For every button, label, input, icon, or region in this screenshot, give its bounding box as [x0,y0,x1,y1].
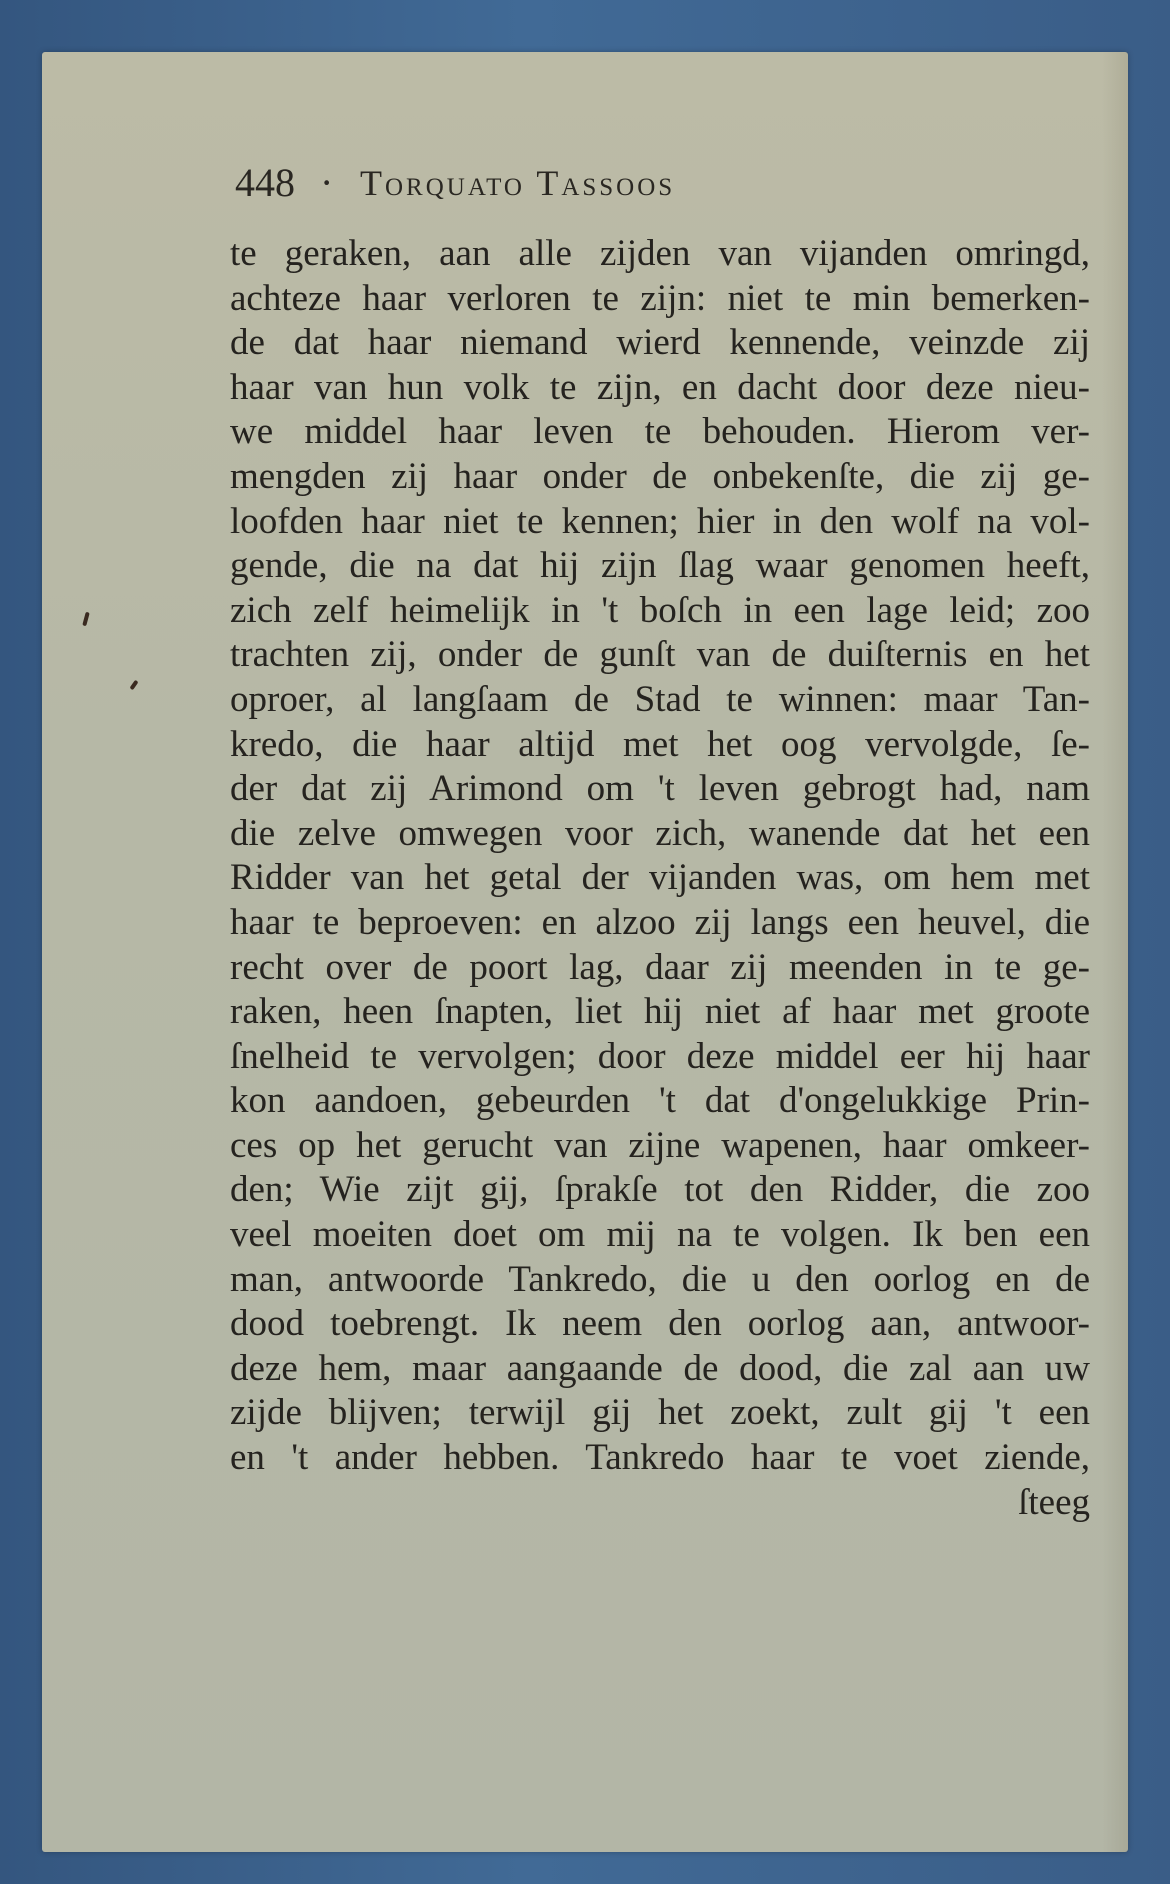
text-line: loofden haar niet te kennen; hier in den wolf na vol- [230,500,1090,542]
text-line: gende, die na dat hij zijn ſlag waar genomen heeft, [230,545,1090,587]
text-line: oproer, al langſaam de Stad te winnen: maar Tan- [230,678,1090,720]
text-line: zijde blijven; terwijl gij het zoekt, zult gij 't een [230,1392,1090,1434]
text-line: we middel haar leven te behouden. Hierom ver- [230,411,1090,453]
text-line: man, antwoorde Tankredo, die u den oorlog en de [230,1258,1090,1300]
text-line: mengden zij haar onder de onbekenſte, die zij ge- [230,455,1090,497]
text-line: en 't ander hebben. Tankredo haar te voet ziende, [230,1437,1090,1479]
book-title: Torquato Tassoos [360,163,676,203]
body-text [230,232,1090,1525]
text-line: der dat zij Arimond om 't leven gebrogt had, nam [230,768,1090,810]
text-line: kon aandoen, gebeurden 't dat d'ongelukkige Prin- [230,1080,1090,1122]
catchword: ſteeg [1018,1481,1090,1523]
text-line: haar te beproeven: en alzoo zij langs een heuvel, die [230,901,1090,943]
text-line: Ridder van het getal der vijanden was, om hem met [230,857,1090,899]
text-line: de dat haar niemand wierd kennende, veinzde zij [230,322,1090,364]
running-head-dot: · [320,160,334,205]
text-line: achteze haar verloren te zijn: niet te min bemerken- [230,277,1090,319]
text-line: trachten zij, onder de gunſt van de duiſternis en het [230,634,1090,676]
text-line: deze hem, maar aangaande de dood, die zal aan uw [230,1347,1090,1389]
text-line: ſnelheid te vervolgen; door deze middel eer hij haar [230,1035,1090,1077]
text-line: dood toebrengt. Ik neem den oorlog aan, antwoor- [230,1303,1090,1345]
text-line: raken, heen ſnapten, liet hij niet af haar met groote [230,991,1090,1033]
text-line: recht over de poort lag, daar zij meenden in te ge- [230,946,1090,988]
text-line: veel moeiten doet om mij na te volgen. Ik ben een [230,1214,1090,1256]
running-head [190,158,910,208]
text-line: haar van hun volk te zijn, en dacht door deze nieu- [230,366,1090,408]
page-number: 448 [235,160,295,205]
text-line: ces op het gerucht van zijne wapenen, haar omkeer- [230,1124,1090,1166]
text-line: kredo, die haar altijd met het oog vervolgde, ſe- [230,723,1090,765]
text-line: te geraken, aan alle zijden van vijanden omringd, [230,233,1090,274]
text-line: die zelve omwegen voor zich, wanende dat het een [230,812,1090,854]
text-line: zich zelf heimelijk in 't boſch in een lage leid; zoo [230,589,1090,631]
text-line: den; Wie zijt gij, ſprakſe tot den Ridder, die zoo [230,1169,1090,1211]
